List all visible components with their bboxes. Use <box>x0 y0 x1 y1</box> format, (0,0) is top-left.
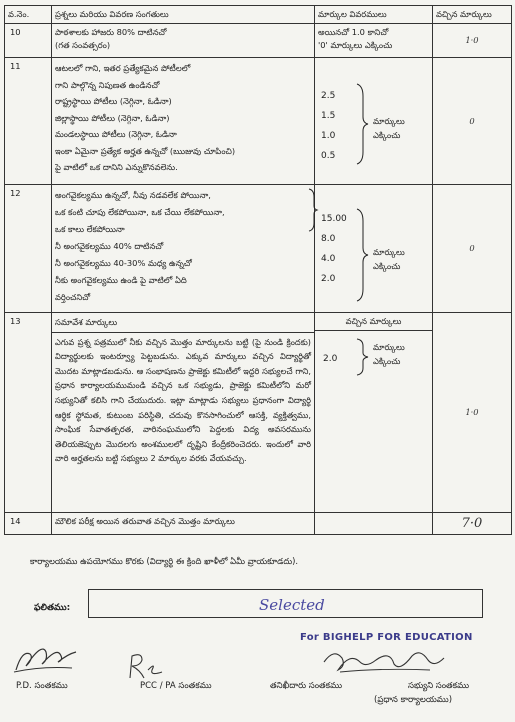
pcc-signature-icon <box>126 652 176 682</box>
member-signature-label: సభ్యుని సంతకము <box>408 681 470 691</box>
question-line: నీ అంగవైకల్యము 40-30% మధ్య ఉన్నచో <box>55 258 192 268</box>
table-row-14 <box>5 513 512 535</box>
header-questions: ప్రశ్నలు మరియు వివరణ సంగతులు <box>52 6 315 24</box>
brace-label <box>373 114 405 142</box>
office-use-note: కార్యాలయము ఉపయోగము కొరకు (విద్యార్థి ఈ క్రింది ఖాళీలో ఏమీ వ్రాయకూడదు). <box>30 556 299 566</box>
brace-label-line: మార్కులు <box>373 116 405 126</box>
marks-obtained-value: 1·0 <box>433 24 512 58</box>
result-value: Selected <box>259 596 325 614</box>
marks-details-cell <box>315 313 433 513</box>
marks-obtained-value: 0 <box>433 58 512 185</box>
row-number: 13 <box>5 313 52 513</box>
details-line: '0' మార్కులు ఎక్కించు <box>318 40 393 50</box>
marks-value: 0.5 <box>321 151 336 161</box>
curly-brace-icon <box>355 209 369 301</box>
question-line: రాష్ట్రస్థాయి పోటీలు (నెగ్గినా, ఓడినా) <box>55 96 172 106</box>
details-line: అయినచో 1.0 కానిచో <box>318 27 389 37</box>
question-cell <box>52 513 315 535</box>
interview-paragraph: ఎగువ ప్రశ్న పత్రములో నీకు వచ్చిన మొత్తం మార్కులను బట్టి (పై నుండి క్రిందకు) విద్యార్థులకు ఇంటర్వ్యూ పెట్టబడును. ఎక్కువ మార్కులు వచ్చిన విద్యార్థితో మొదట మాట్లాడబడును. ఆ సంభాషణను ప్రాజెక్టు కమిటీలో ఇద్దరి సభ్యులచే గాని, ప్రధాన కార్యాలయముమండి వచ్చిన ఒక సభ్యుడు, ప్రాజెక్టు కమిటీలోని మరో సభ్యునితో కలిసి గాని చేయుదురు. ఇట్లా మాట్లాడు సభ్యులు ప్రధానంగా విద్యార్థి ఆర్థిక స్థోమత, కుటుంబ పరిస్థితి, చదువు కొనసాగించులో ఆసక్తి, వ్యక్తిత్వము, సాంఘిక సేవాతత్పరత, వారినంఘములోని పెద్దలకు విద్య అవసరమును తెలియజెప్పుట మొదలగు అంశములలో దృష్టిని కేంద్రీకరించెదరు. ఇందులో వారి వారి అర్హతలను బట్టి సభ్యులు 2 మార్కుల వరకు వేయవచ్చు. <box>55 336 311 464</box>
marks-details-cell <box>315 513 433 535</box>
pd-signature-label: P.D. సంతకము <box>16 681 68 691</box>
marks-value: 15.00 <box>321 214 347 224</box>
question-line: పై వాటిలో ఒక దానిని ఎన్నుకొనవలెను. <box>55 162 178 172</box>
brace-label-line: ఎక్కించు <box>373 356 401 366</box>
question-line: గాని పాల్గొన్న నిపుణత ఉండినచో <box>55 79 160 90</box>
row-number: 10 <box>5 24 52 58</box>
question-line: ఆటలలో గాని, ఇతర ప్రత్యేకమైన పోటీలలో <box>55 63 191 73</box>
brace-label <box>373 340 405 368</box>
question-line: వర్తించనిచో <box>55 292 91 302</box>
table-row-11 <box>5 58 512 185</box>
header-marks-details: మార్కుల వివరములు <box>315 6 433 24</box>
head-office-label: (ప్రధాన కార్యాలయము) <box>374 695 453 705</box>
question-line: మండలస్థాయి పోటీలు (నెగ్గినా, ఓడినా <box>55 129 177 139</box>
result-field <box>88 589 483 618</box>
marks-value: 2.0 <box>323 354 338 364</box>
result-label: ఫలితము: <box>34 603 71 613</box>
table-row-13 <box>5 313 512 513</box>
details-header: వచ్చిన మార్కులు <box>315 313 432 331</box>
marks-value: 1.5 <box>321 111 336 121</box>
marks-obtained-value: 0 <box>433 185 512 313</box>
table-header-row <box>5 6 512 24</box>
marks-values-list <box>321 209 347 289</box>
brace-label-line: ఎక్కించు <box>373 261 401 271</box>
curly-brace-icon <box>355 84 369 164</box>
pd-signature-icon <box>12 640 82 675</box>
marks-value: 2.5 <box>321 91 336 101</box>
question-line: ఇంకా ఏమైనా ప్రత్యేక అర్హత ఉన్నచో (ఋజువు చూపించి) <box>55 145 236 156</box>
organization-stamp: For BIGHELP FOR EDUCATION <box>300 632 473 643</box>
inspector-signature-icon <box>320 642 450 680</box>
question-cell <box>52 185 315 313</box>
curly-brace-icon <box>355 339 369 375</box>
question-cell <box>52 313 315 513</box>
pcc-signature-label: PCC / PA సంతకము <box>140 681 212 691</box>
question-cell <box>52 58 315 185</box>
question-cell <box>52 24 315 58</box>
inspector-signature-label: తనిఖీదారు సంతకము <box>270 681 343 691</box>
question-line: నీ అంగవైకల్యము 40% దాటినచో <box>55 241 164 251</box>
question-line: (గత సంవత్సరం) <box>55 40 111 50</box>
question-line: ఒక కాలు లేకపోయినా <box>55 224 125 234</box>
marks-values-list <box>321 86 335 166</box>
header-marks-obtained: వచ్చిన మార్కులు <box>433 6 512 24</box>
marks-obtained-value: 1·0 <box>433 313 512 513</box>
question-line: పాఠశాలకు హాజరు 80% దాటినచో <box>55 27 167 37</box>
brace-label <box>373 245 405 273</box>
marks-table <box>4 5 512 535</box>
brace-label-line: మార్కులు <box>373 247 405 257</box>
marks-details-cell <box>315 58 433 185</box>
row-number: 14 <box>5 513 52 535</box>
marks-obtained-value: 7·0 <box>433 513 512 535</box>
marks-value: 4.0 <box>321 254 336 264</box>
question-line: జిల్లాస్థాయి పోటీలు (నెగ్గినా, ఓడినా) <box>55 112 170 123</box>
row-number: 12 <box>5 185 52 313</box>
brace-label-line: మార్కులు <box>373 342 405 352</box>
question-line: నీకు అంగవైకల్యము ఉండి పై వాటిలో ఏది <box>55 275 187 285</box>
marks-details-cell <box>315 185 433 313</box>
section-title: సమావేశ మార్కులు <box>52 313 314 333</box>
table-row-12 <box>5 185 512 313</box>
brace-label-line: ఎక్కించు <box>373 130 401 140</box>
row-number: 11 <box>5 58 52 185</box>
marks-value: 2.0 <box>321 274 336 284</box>
marks-value: 8.0 <box>321 234 336 244</box>
question-line: అంగవైకల్యము ఉన్నచో, నీవు నడవలేక పోయినా, <box>55 190 211 200</box>
table-row-10 <box>5 24 512 58</box>
marks-details-cell <box>315 24 433 58</box>
marks-value: 1.0 <box>321 131 336 141</box>
question-line: మౌలిక పరీక్ష అయిన తరువాత వచ్చిన మొత్తం మార్కులు <box>55 516 235 526</box>
header-num: వ.నెం. <box>5 6 52 24</box>
question-line: ఒక కంటి చూపు లేకపోయినా, ఒక చేయి లేకపోయినా, <box>55 207 225 217</box>
